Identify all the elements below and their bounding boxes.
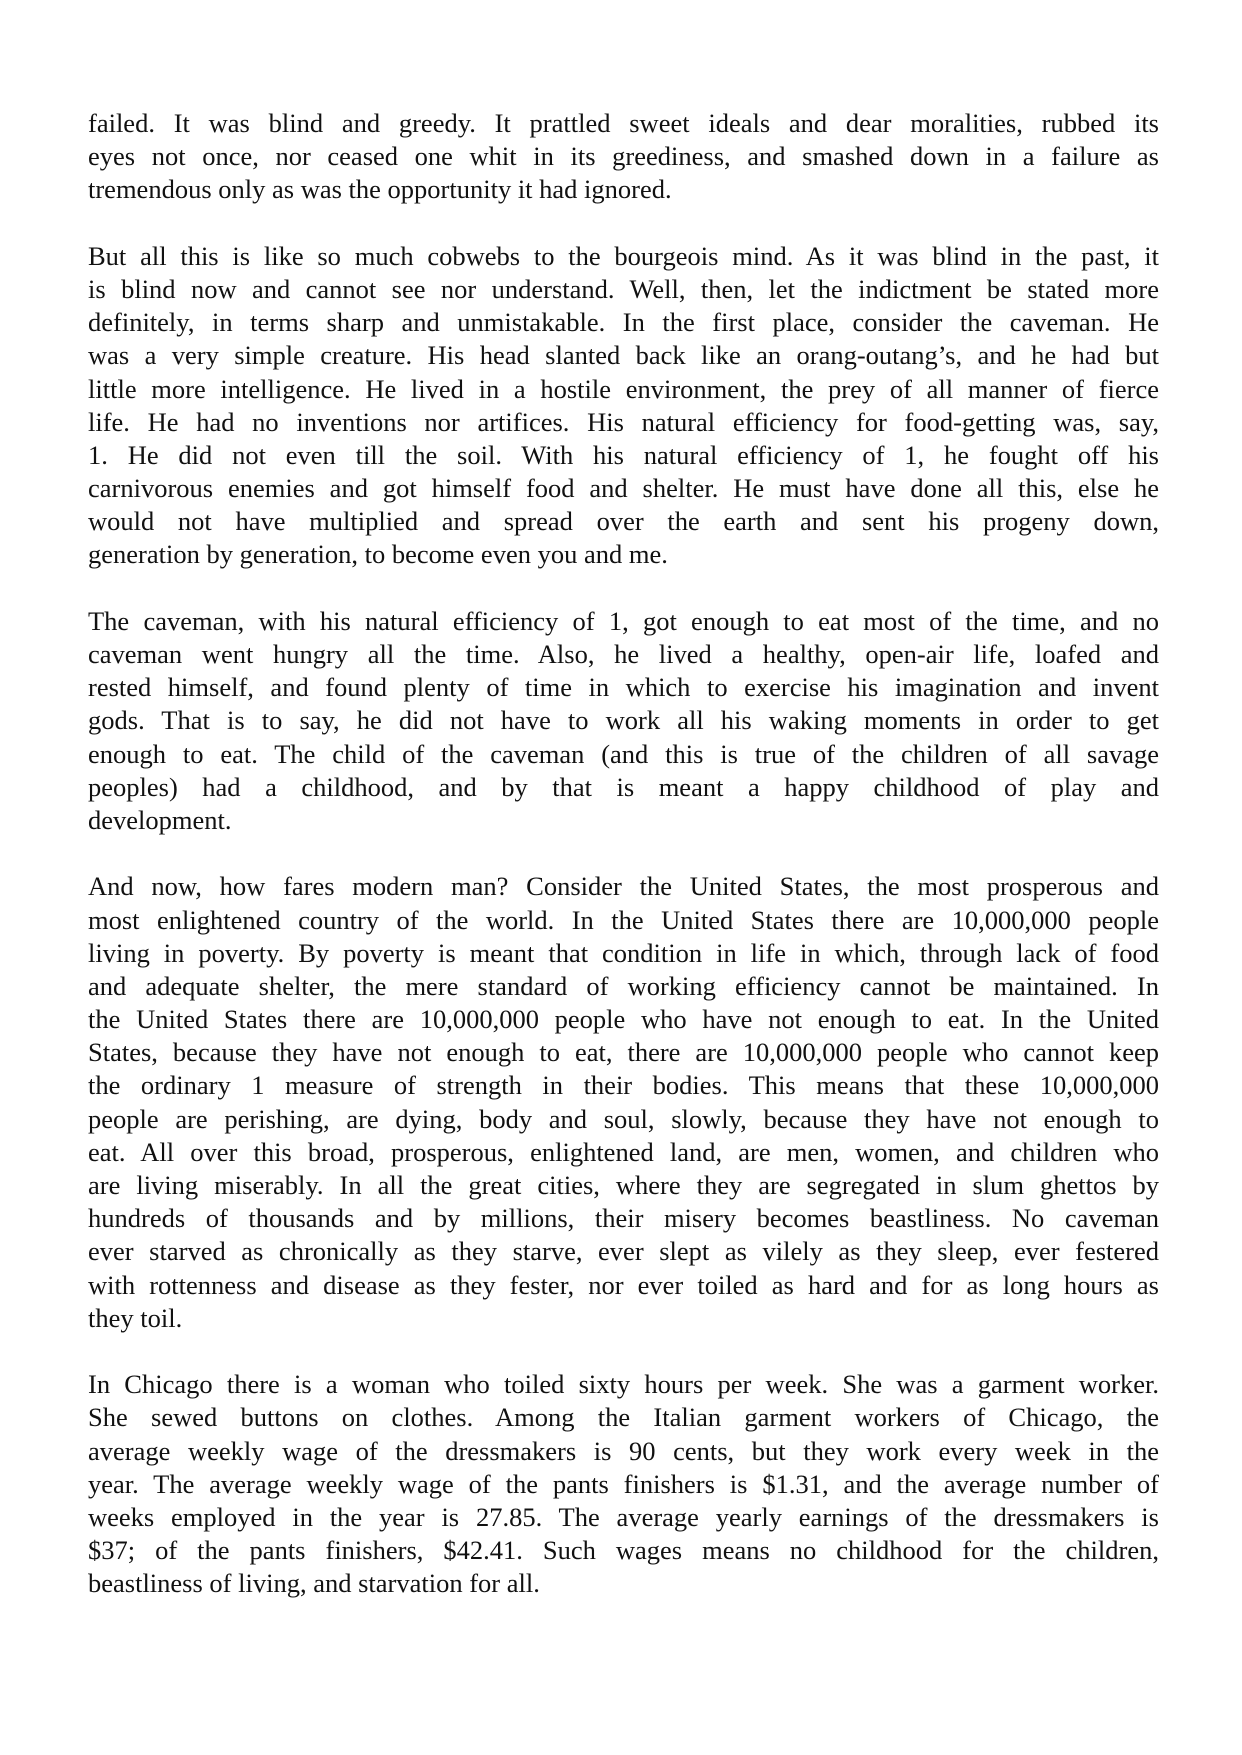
text-line: year. The average weekly wage of the pants finishers is $1.31, and the average number of <box>88 1468 1159 1499</box>
text-line: In Chicago there is a woman who toiled sixty hours per week. She was a garment worker. <box>88 1369 1159 1400</box>
text-line: carnivorous enemies and got himself food and shelter. He must have done all this, else he <box>88 473 1159 504</box>
text-line: caveman went hungry all the time. Also, he lived a healthy, open-air life, loafed and <box>88 639 1159 669</box>
text-line: 1. He did not even till the soil. With his natural efficiency of 1, he fought off his <box>88 439 1159 470</box>
text-line: life. He had no inventions nor artifices. His natural efficiency for food-getting was, say, <box>88 406 1159 437</box>
text-line: generation by generation, to become even you and me. <box>88 539 668 570</box>
text-line: gods. That is to say, he did not have to work all his waking moments in order to get <box>88 705 1159 736</box>
text-line: eat. All over this broad, prosperous, enlightened land, are men, women, and children who <box>88 1136 1159 1167</box>
text-line: are living miserably. In all the great cities, where they are segregated in slum ghettos by <box>88 1170 1159 1200</box>
text-line: the United States there are 10,000,000 people who have not enough to eat. In the United <box>88 1004 1159 1035</box>
paragraph <box>88 1368 1159 1600</box>
text-line: they toil. <box>88 1302 183 1333</box>
text-line: tremendous only as was the opportunity it had ignored. <box>88 174 672 205</box>
text-line: little more intelligence. He lived in a hostile environment, the prey of all manner of fierce <box>88 373 1159 404</box>
text-line: weeks employed in the year is 27.85. The average yearly earnings of the dressmakers is <box>88 1501 1159 1532</box>
text-line: She sewed buttons on clothes. Among the Italian garment workers of Chicago, the <box>88 1402 1159 1433</box>
text-line: hundreds of thousands and by millions, their misery becomes beastliness. No caveman <box>88 1203 1159 1234</box>
text-line: And now, how fares modern man? Consider the United States, the most prosperous and <box>88 871 1159 902</box>
text-line: people are perishing, are dying, body and soul, slowly, because they have not enough to <box>88 1103 1159 1134</box>
text-line: rested himself, and found plenty of time in which to exercise his imagination and invent <box>88 672 1159 703</box>
text-line: with rottenness and disease as they fester, nor ever toiled as hard and for as long hours as <box>88 1269 1159 1300</box>
text-line: living in poverty. By poverty is meant that condition in life in which, through lack of food <box>88 937 1159 968</box>
text-line: ever starved as chronically as they starve, ever slept as vilely as they sleep, ever festered <box>88 1236 1159 1267</box>
text-line: $37; of the pants finishers, $42.41. Such wages means no childhood for the children, <box>88 1535 1159 1566</box>
text-line: and adequate shelter, the mere standard of working efficiency cannot be maintained. In <box>88 970 1159 1001</box>
text-line: development. <box>88 804 232 835</box>
text-line: States, because they have not enough to eat, there are 10,000,000 people who cannot keep <box>88 1037 1159 1068</box>
text-line: is blind now and cannot see nor understand. Well, then, let the indictment be stated more <box>88 273 1159 304</box>
text-line: peoples) had a childhood, and by that is meant a happy childhood of play and <box>88 771 1159 802</box>
paragraph <box>88 240 1159 572</box>
text-line: definitely, in terms sharp and unmistakable. In the first place, consider the caveman. He <box>88 307 1159 338</box>
text-line: failed. It was blind and greedy. It prattled sweet ideals and dear moralities, rubbed its <box>88 108 1159 138</box>
text-line: But all this is like so much cobwebs to the bourgeois mind. As it was blind in the past, it <box>88 240 1159 271</box>
text-line: eyes not once, nor ceased one whit in its greediness, and smashed down in a failure as <box>88 141 1159 172</box>
document-page <box>88 107 1159 1634</box>
text-line: was a very simple creature. His head slanted back like an orang-outang’s, and he had but <box>88 340 1159 371</box>
paragraph <box>88 870 1159 1335</box>
paragraph <box>88 605 1159 837</box>
text-line: The caveman, with his natural efficiency of 1, got enough to eat most of the time, and no <box>88 605 1159 636</box>
text-line: enough to eat. The child of the caveman (and this is true of the children of all savage <box>88 738 1159 769</box>
text-line: beastliness of living, and starvation for all. <box>88 1568 540 1599</box>
text-line: average weekly wage of the dressmakers is 90 cents, but they work every week in the <box>88 1435 1159 1466</box>
text-line: most enlightened country of the world. In the United States there are 10,000,000 people <box>88 904 1159 935</box>
paragraph <box>88 107 1159 207</box>
text-line: would not have multiplied and spread over the earth and sent his progeny down, <box>88 506 1159 537</box>
text-line: the ordinary 1 measure of strength in their bodies. This means that these 10,000,000 <box>88 1070 1159 1101</box>
